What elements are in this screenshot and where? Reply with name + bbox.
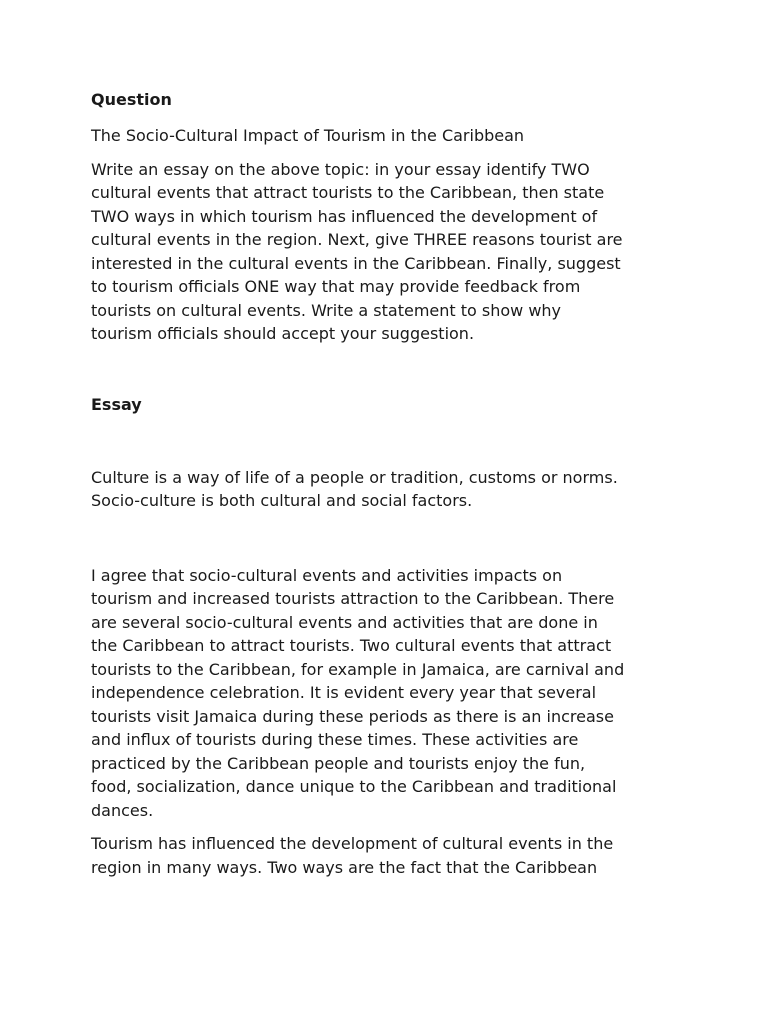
text-line: cultural events that attract tourists to the Caribbean, then state bbox=[91, 183, 605, 202]
text-line: Culture is a way of life of a people or tradition, customs or norms. bbox=[91, 467, 618, 487]
text-line: Write an essay on the above topic: in your essay identify TWO bbox=[91, 159, 590, 179]
text-line: are several socio-cultural events and activities that are done in bbox=[91, 612, 598, 632]
text-line: Tourism has influenced the development of cultural events in the bbox=[91, 834, 614, 853]
question-heading: Question bbox=[91, 90, 172, 109]
text-line: independence celebration. It is evident every year that several bbox=[91, 683, 597, 702]
text-line: I agree that socio-cultural events and activities impacts on bbox=[91, 565, 563, 585]
essay-topic-title: The Socio-Cultural Impact of Tourism in the Caribbean bbox=[91, 126, 525, 145]
text-line: tourism officials should accept your suggestion. bbox=[91, 324, 475, 343]
text-line: practiced by the Caribbean people and tourists enjoy the fun, bbox=[91, 753, 586, 773]
question-instructions bbox=[91, 158, 691, 346]
text-line: dances. bbox=[91, 800, 154, 820]
text-line: and influx of tourists during these times. These activities are bbox=[91, 730, 579, 749]
text-line: to tourism officials ONE way that may provide feedback from bbox=[91, 277, 581, 296]
essay-paragraph-2 bbox=[91, 564, 691, 823]
essay-paragraph-3 bbox=[91, 832, 691, 879]
text-line: tourists on cultural events. Write a statement to show why bbox=[91, 300, 562, 320]
text-line: cultural events in the region. Next, give THREE reasons tourist are bbox=[91, 230, 623, 249]
text-line: tourists to the Caribbean, for example in Jamaica, are carnival and bbox=[91, 659, 625, 679]
text-line: tourists visit Jamaica during these periods as there is an increase bbox=[91, 706, 614, 726]
document-page bbox=[91, 89, 691, 879]
text-line: tourism and increased tourists attraction to the Caribbean. There bbox=[91, 589, 615, 608]
essay-heading: Essay bbox=[91, 394, 142, 414]
text-line: food, socialization, dance unique to the Caribbean and traditional bbox=[91, 777, 617, 796]
text-line: Socio-culture is both cultural and social factors. bbox=[91, 491, 473, 510]
text-line: region in many ways. Two ways are the fact that the Caribbean bbox=[91, 857, 598, 877]
text-line: the Caribbean to attract tourists. Two cultural events that attract bbox=[91, 636, 612, 655]
text-line: interested in the cultural events in the Caribbean. Finally, suggest bbox=[91, 253, 621, 273]
essay-paragraph-1 bbox=[91, 466, 691, 513]
text-line: TWO ways in which tourism has influenced the development of bbox=[91, 206, 598, 226]
